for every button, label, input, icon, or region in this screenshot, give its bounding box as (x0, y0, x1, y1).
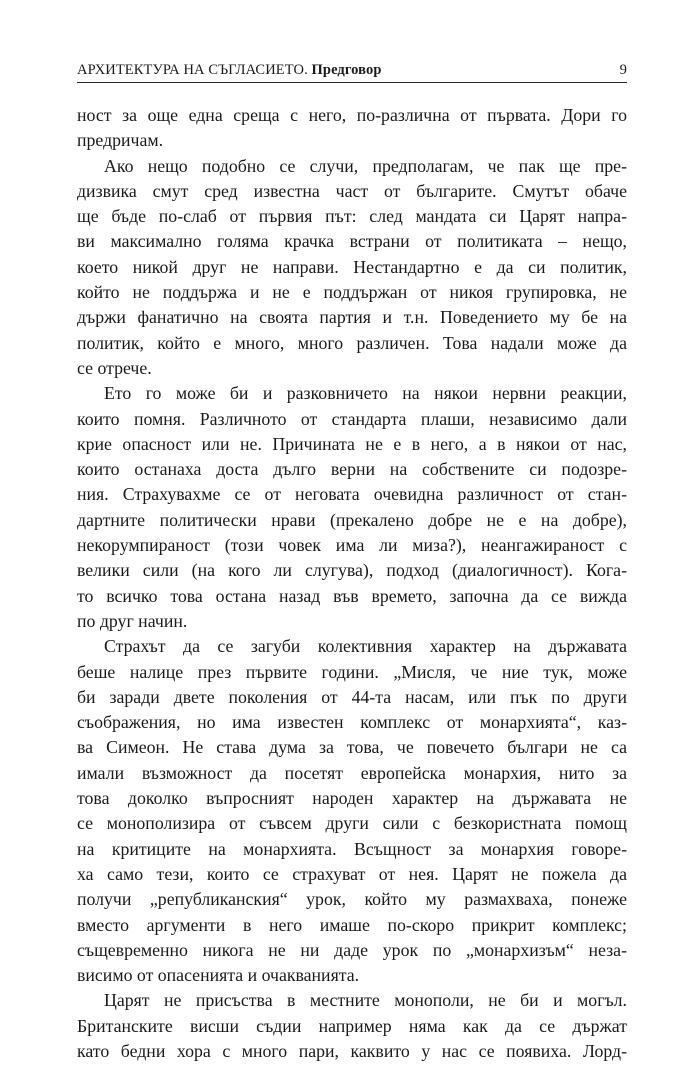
running-head-title (77, 60, 382, 80)
text-line: Ето го може би и разковничето на някои нервни реакции, (104, 383, 627, 404)
text-line: които останаха доста дълго верни на собствените си подозре- (77, 459, 627, 480)
text-line: се монополизира от съвсем други сили с безкористната помощ (77, 813, 627, 834)
body-text (77, 103, 627, 1064)
text-line: който не поддържа и не е поддържан от никоя групировка, не (77, 282, 627, 303)
text-line: некорумпираност (този човек има ли миза?), неангажираност с (77, 535, 627, 556)
text-line: като бедни хора с много пари, каквито у нас се появиха. Лорд- (77, 1040, 627, 1061)
text-line: вместо аргументи в него имаше по-скоро прикрит комплекс; (77, 914, 627, 935)
running-head (77, 60, 627, 82)
text-line: по друг начин. (77, 610, 188, 631)
text-line: би заради двете поколения от 44-та насам, или пък по други (77, 686, 627, 707)
paragraph (77, 988, 627, 1064)
text-line: висимо от опасенията и очакванията. (77, 965, 360, 986)
paragraph (77, 154, 627, 382)
text-line: Страхът да се загуби колективния характер на държавата (104, 636, 627, 657)
text-line: Ако нещо подобно се случи, предполагам, че пак ще пре- (104, 155, 627, 176)
text-line: дартните политически нрави (прекалено добре не е на добре), (77, 509, 627, 530)
text-line: предричам. (77, 130, 164, 151)
text-line: дизвика смут сред известна част от българите. Смутът обаче (77, 180, 627, 201)
text-line: държи фанатично на своята партия и т.н. Поведението му бе на (77, 307, 627, 328)
text-line: Британските висши съдии например няма как да се държат (77, 1015, 627, 1036)
text-line: ха само тези, които се страхуват от нея. Царят не пожела да (77, 863, 627, 884)
text-line: това доколко въпросният народен характер на държавата не (77, 788, 627, 809)
text-line: имали възможност да посетят европейска монархия, нито за (77, 762, 627, 783)
text-line: Царят не присъства в местните монополи, не би и могъл. (104, 990, 627, 1011)
text-line: ще бъде по-слаб от първия път: след мандата си Царят напра- (77, 206, 627, 227)
text-line: то всичко това остана назад във времето, започна да се вижда (77, 585, 627, 606)
book-title: АРХИТЕКТУРА НА СЪГЛАСИЕТО. (77, 62, 308, 78)
text-line: същевременно никога не ни даде урок по „монархизъм“ неза- (77, 939, 627, 960)
text-line: ви максимално голяма крачка встрани от политиката – нещо, (77, 231, 627, 252)
paragraph (77, 103, 627, 154)
text-line: политик, който е много, много различен. Това надали може да (77, 332, 627, 353)
text-line: беше налице през първите години. „Мисля, че ние тук, може (77, 661, 627, 682)
header-rule (77, 82, 627, 83)
text-line: ния. Страхувахме се от неговата очевидна различност от стан- (77, 484, 627, 505)
page-number: 9 (619, 62, 627, 78)
paragraph (77, 634, 627, 988)
text-line: съображения, но има известен комплекс от монархията“, каз- (77, 712, 627, 733)
text-line: ност за още една среща с него, по-различна от първата. Дори го (77, 105, 627, 125)
text-line: крие опасност или не. Причината не е в него, а в някои от нас, (77, 433, 627, 454)
text-line: което никой друг не направи. Нестандартно е да си политик, (77, 256, 627, 277)
text-line: се отрече. (77, 357, 152, 378)
text-line: които помня. Различното от стандарта плаши, независимо дали (77, 408, 627, 429)
text-line: получи „републиканския“ урок, който му размахваха, понеже (77, 889, 627, 910)
paragraph (77, 381, 627, 634)
text-line: ва Симеон. Не става дума за това, че повечето българи не са (77, 737, 627, 758)
text-line: на критиците на монархията. Всъщност за монархия говоре- (77, 838, 627, 859)
text-line: велики сили (на кого ли слугува), подход (диалогичност). Кога- (77, 560, 627, 581)
section-title: Предговор (311, 62, 382, 78)
